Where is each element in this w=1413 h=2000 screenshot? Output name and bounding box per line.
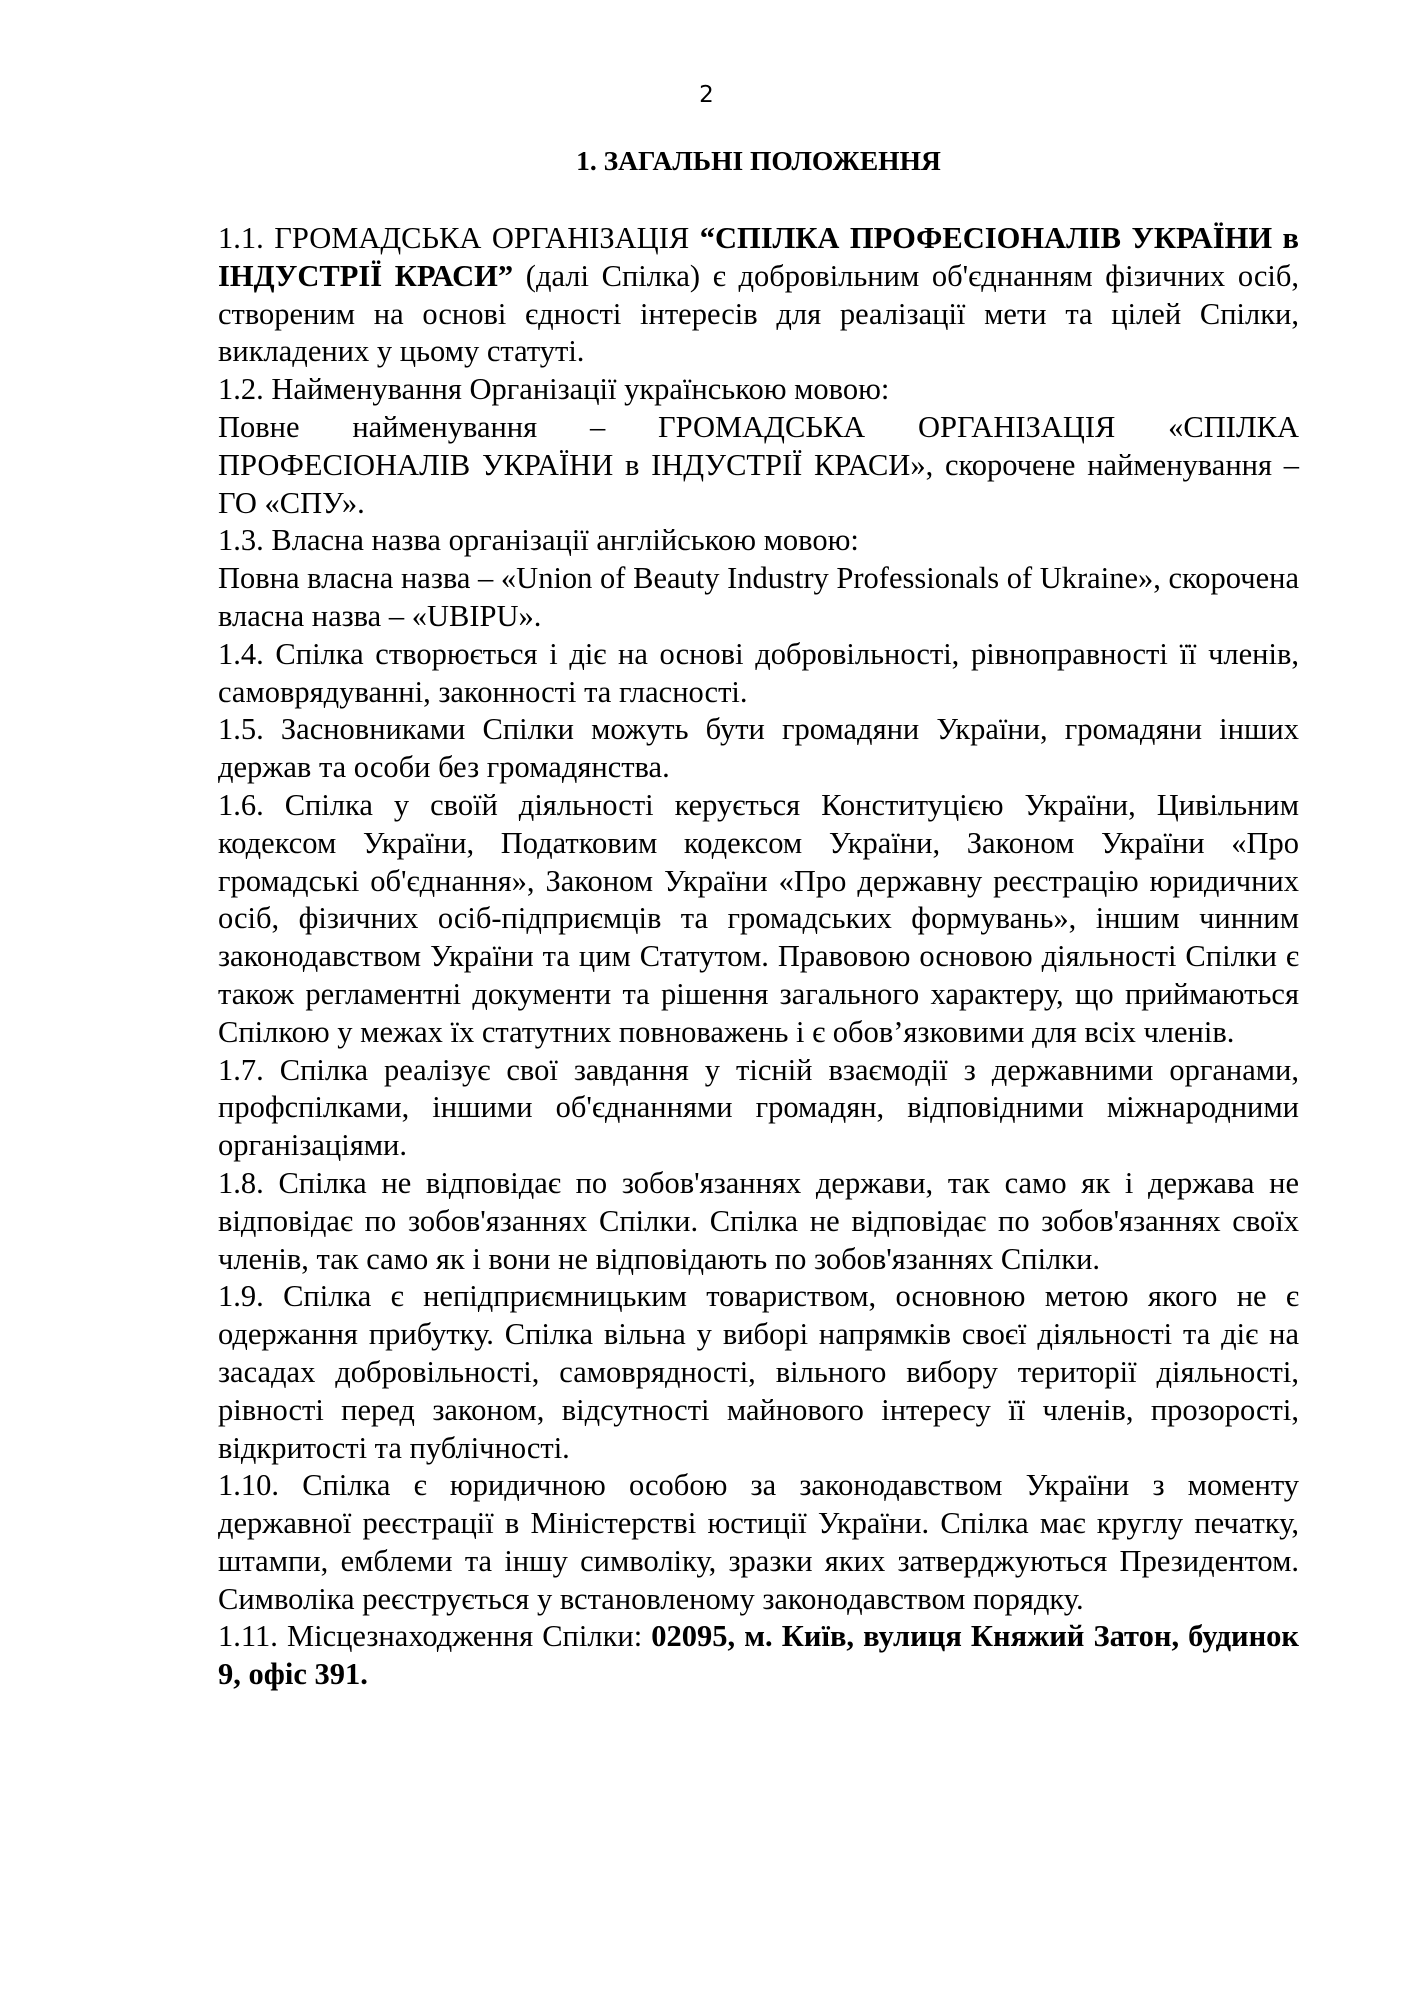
clause-1-7: 1.7. Спілка реалізує свої завдання у тісній взаємодії з державними органами, профспілками, іншими об'єднаннями громадян, відповідними міжнародними організаціями. <box>218 1052 1299 1163</box>
organization-name: “СПІЛКА ПРОФЕСІОНАЛІВ УКРАЇНИ в ІНДУСТРІЇ КРАСИ” <box>218 221 1300 293</box>
clause-1-10: 1.10. Спілка є юридичною особою за законодавством України з моменту державної реєстрації в Міністерстві юстиції України. Спілка має круглу печатку, штампи, емблеми та іншу символіку, зразки яких затверджуються Президентом. Символіка реєструється у встановленому законодавством порядку. <box>218 1468 1299 1616</box>
clause-1-5: 1.5. Засновниками Спілки можуть бути громадяни України, громадяни інших держав та особи без громадянства. <box>218 712 1299 785</box>
clause-1-3-full-name: Повна власна назва – «Union of Beauty Industry Professionals of Ukraine», скорочена власна назва – «UBIPU». <box>218 561 1299 633</box>
clause-1-1 <box>218 220 1299 371</box>
clause-1-11-lead: 1.11. Місцезнаходження Спілки: <box>218 1619 652 1654</box>
clause-1-6: 1.6. Спілка у своїй діяльності керується Конституцією України, Цивільним кодексом України, Податковим кодексом України, Законом України «Про громадські об'єднання», Законом України «Про державну реєстрацію юридичних осіб, фізичних осіб-підприємців та громадських формувань», іншим чинним законодавством України та цим Статутом. Правовою основою діяльності Спілки є також регламентні документи та рішення загального характеру, що приймаються Спілкою у межах їх статутних повноважень і є обов’язковими для всіх членів. <box>218 787 1299 1049</box>
clause-1-2-full-name: Повне найменування – ГРОМАДСЬКА ОРГАНІЗАЦІЯ «СПІЛКА ПРОФЕСІОНАЛІВ УКРАЇНИ в ІНДУСТРІЇ КРАСИ», скорочене найменування – ГО «СПУ». <box>218 409 1299 520</box>
document-body <box>218 220 1299 1694</box>
clause-1-4: 1.4. Спілка створюється і діє на основі добровільності, рівноправності її членів, самоврядуванні, законності та гласності. <box>218 636 1299 709</box>
clause-1-11 <box>218 1618 1299 1694</box>
clause-1-1-rest: (далі Спілка) є добровільним об'єднанням фізичних осіб, створеним на основі єдності інтересів для реалізації мети та цілей Спілки, викладених у цьому статуті. <box>218 258 1299 369</box>
address: 02095, м. Київ, вулиця Княжий Затон, будинок 9, офіс 391. <box>218 1619 1299 1692</box>
clause-1-2: 1.2. Найменування Організації українською мовою: <box>218 372 890 407</box>
clause-1-9: 1.9. Спілка є непідприємницьким товариством, основною метою якого не є одержання прибутку. Спілка вільна у виборі напрямків своєї діяльності та діє на засадах добровільності, самоврядності, вільного вибору території діяльності, рівності перед законом, відсутності майнового інтересу її членів, прозорості, відкритості та публічності. <box>218 1279 1299 1465</box>
section-title: 1. ЗАГАЛЬНІ ПОЛОЖЕННЯ <box>576 145 941 176</box>
clause-1-8: 1.8. Спілка не відповідає по зобов'язаннях держави, так само як і держава не відповідає по зобов'язаннях Спілки. Спілка не відповідає по зобов'язаннях своїх членів, так само як і вони не відповідають по зобов'язаннях Спілки. <box>218 1165 1299 1276</box>
clause-1-3: 1.3. Власна назва організації англійською мовою: <box>218 523 859 558</box>
clause-1-1-lead: 1.1. ГРОМАДСЬКА ОРГАНІЗАЦІЯ <box>218 221 700 255</box>
page-number: 2 <box>699 82 714 108</box>
